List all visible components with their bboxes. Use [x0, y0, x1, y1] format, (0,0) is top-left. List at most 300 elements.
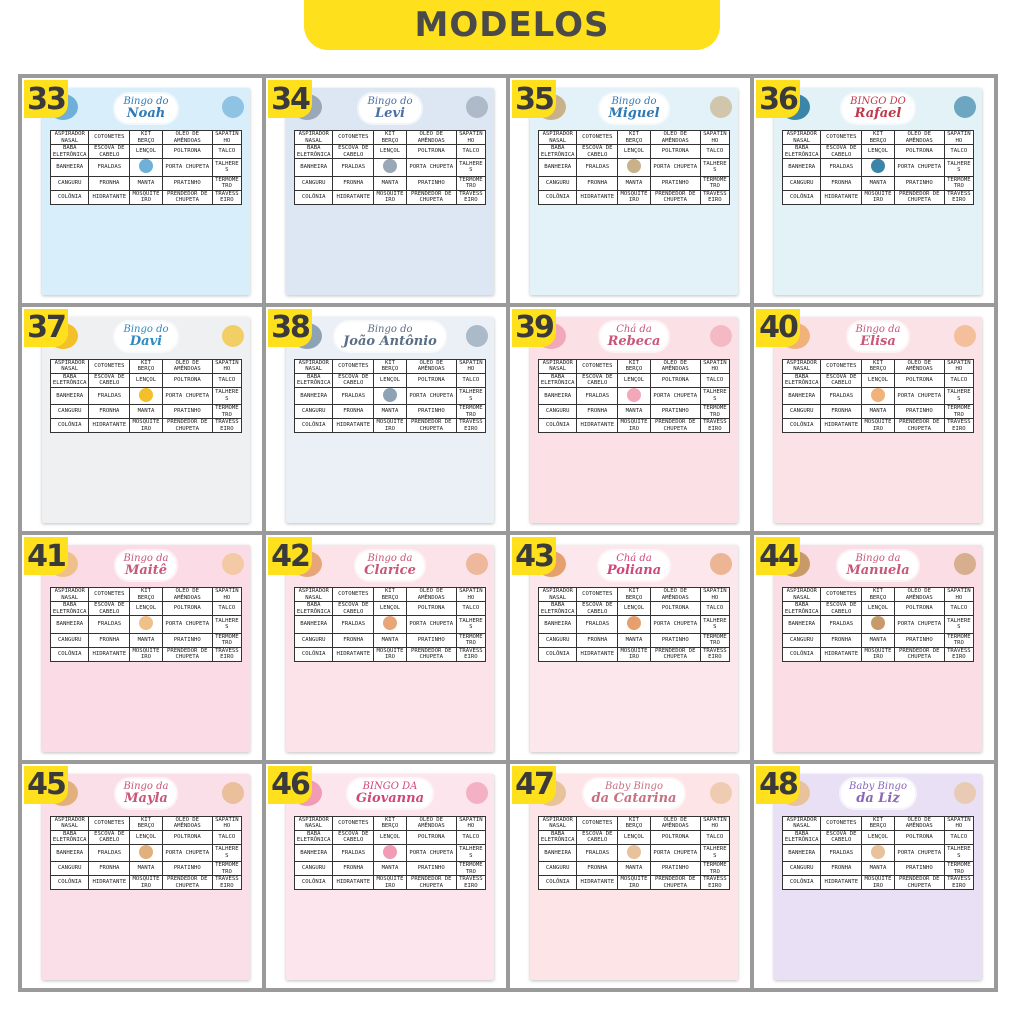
bingo-cell: MANTA: [130, 405, 163, 419]
bingo-row: [51, 145, 242, 159]
bingo-card: [774, 317, 982, 524]
bingo-cell: BABÁ ELETRÔNICA: [295, 373, 333, 387]
bingo-cell: BANHEIRA: [783, 616, 821, 634]
bingo-cell: KIT BERÇO: [862, 816, 895, 830]
bingo-row: [295, 131, 486, 145]
bingo-center-cell: [618, 387, 651, 405]
bingo-cell: MANTA: [618, 176, 651, 190]
card-title-name: da Liz: [856, 791, 900, 806]
bingo-cell: POLTRONA: [406, 373, 456, 387]
model-cell[interactable]: [20, 76, 264, 305]
bingo-cell: CANGURU: [51, 862, 89, 876]
model-cell[interactable]: [752, 305, 996, 534]
bingo-cell: HIDRATANTE: [89, 647, 130, 661]
bingo-cell: SAPATINHO: [944, 588, 973, 602]
bingo-cell: KIT BERÇO: [130, 588, 163, 602]
card-title-name: Manuela: [846, 562, 910, 578]
bingo-cell: TALHERES: [456, 159, 485, 177]
bingo-card: [286, 88, 494, 295]
bingo-row: [295, 159, 486, 177]
card-title-name: da Catarina: [591, 791, 677, 806]
bingo-cell: POLTRONA: [406, 145, 456, 159]
decoration-icon: [710, 553, 732, 575]
bingo-row: [539, 876, 730, 890]
bingo-center-cell: [374, 616, 407, 634]
decoration-icon: [710, 325, 732, 347]
bingo-cell: BABÁ ELETRÔNICA: [539, 830, 577, 844]
bingo-cell: COTONETES: [577, 816, 618, 830]
bingo-cell: BABÁ ELETRÔNICA: [783, 830, 821, 844]
bingo-cell: FRALDAS: [89, 159, 130, 177]
bingo-cell: PRENDEDOR DE CHUPETA: [650, 419, 700, 433]
bingo-cell: FRALDAS: [821, 159, 862, 177]
model-number: 39: [512, 309, 556, 347]
model-cell[interactable]: [20, 762, 264, 991]
bingo-cell: MOSQUITEIRO: [862, 190, 895, 204]
model-cell[interactable]: [508, 533, 752, 762]
bingo-cell: TALHERES: [700, 616, 729, 634]
bingo-cell: FRONHA: [577, 405, 618, 419]
bingo-cell: BABÁ ELETRÔNICA: [783, 602, 821, 616]
bingo-cell: PRENDEDOR DE CHUPETA: [162, 647, 212, 661]
bingo-cell: FRONHA: [821, 862, 862, 876]
bingo-cell: MOSQUITEIRO: [374, 190, 407, 204]
bingo-cell: KIT BERÇO: [130, 816, 163, 830]
bingo-row: [539, 862, 730, 876]
bingo-cell: COLÔNIA: [295, 876, 333, 890]
bingo-cell: PRATINHO: [650, 176, 700, 190]
bingo-row: [539, 190, 730, 204]
bingo-row: [51, 176, 242, 190]
bingo-cell: PORTA CHUPETA: [406, 387, 456, 405]
model-cell[interactable]: [752, 762, 996, 991]
bingo-cell: MANTA: [618, 633, 651, 647]
bingo-center-cell: [130, 844, 163, 862]
bingo-center-cell: [618, 616, 651, 634]
bingo-row: [783, 633, 974, 647]
bingo-row: [539, 373, 730, 387]
bingo-cell: MOSQUITEIRO: [374, 419, 407, 433]
bingo-cell: CANGURU: [539, 176, 577, 190]
bingo-cell: MOSQUITEIRO: [618, 190, 651, 204]
model-cell[interactable]: [264, 533, 508, 762]
bingo-cell: LENÇOL: [130, 145, 163, 159]
bingo-cell: COLÔNIA: [539, 876, 577, 890]
bingo-cell: ASPIRADOR NASAL: [51, 588, 89, 602]
bingo-cell: BABÁ ELETRÔNICA: [539, 602, 577, 616]
bingo-cell: PRENDEDOR DE CHUPETA: [162, 876, 212, 890]
decoration-icon: [710, 782, 732, 804]
bingo-cell: LENÇOL: [862, 830, 895, 844]
card-title-name: Clarice: [364, 562, 416, 578]
bingo-grid: [294, 816, 486, 891]
model-cell[interactable]: [264, 305, 508, 534]
bingo-grid: [294, 130, 486, 205]
bingo-cell: BABÁ ELETRÔNICA: [51, 602, 89, 616]
bingo-center-cell: [130, 159, 163, 177]
bingo-cell: TRAVESSEIRO: [700, 647, 729, 661]
bingo-cell: TALHERES: [944, 844, 973, 862]
bingo-cell: MANTA: [130, 633, 163, 647]
bingo-cell: ASPIRADOR NASAL: [539, 359, 577, 373]
bingo-cell: CANGURU: [539, 405, 577, 419]
bingo-cell: PRATINHO: [406, 633, 456, 647]
bingo-center-cell: [862, 844, 895, 862]
bingo-cell: POLTRONA: [162, 602, 212, 616]
bingo-cell: ASPIRADOR NASAL: [783, 131, 821, 145]
bingo-cell: BANHEIRA: [783, 844, 821, 862]
bingo-cell: KIT BERÇO: [862, 588, 895, 602]
bingo-card: [774, 774, 982, 981]
bingo-cell: TALHERES: [212, 387, 241, 405]
card-title: [335, 322, 445, 351]
bingo-row: [783, 176, 974, 190]
bingo-center-cell: [374, 844, 407, 862]
bingo-cell: COTONETES: [577, 131, 618, 145]
bingo-cell: FRONHA: [89, 176, 130, 190]
bingo-row: [295, 190, 486, 204]
bingo-cell: CANGURU: [539, 862, 577, 876]
bingo-cell: POLTRONA: [894, 830, 944, 844]
bingo-cell: MOSQUITEIRO: [130, 419, 163, 433]
bingo-card: [530, 317, 738, 524]
bingo-cell: CANGURU: [295, 176, 333, 190]
bingo-cell: MOSQUITEIRO: [618, 647, 651, 661]
header-banner: [304, 0, 720, 50]
model-cell[interactable]: [264, 762, 508, 991]
bingo-cell: POLTRONA: [162, 830, 212, 844]
bingo-grid: [50, 130, 242, 205]
bingo-row: [295, 419, 486, 433]
card-title-line1: Bingo do: [611, 95, 657, 107]
bingo-cell: SAPATINHO: [456, 359, 485, 373]
card-title-name: Maitê: [124, 562, 167, 578]
bingo-center-cell: [374, 159, 407, 177]
bingo-cell: PRENDEDOR DE CHUPETA: [162, 190, 212, 204]
bingo-row: [539, 602, 730, 616]
card-title-line1: Bingo da: [855, 324, 901, 335]
bingo-row: [51, 190, 242, 204]
bingo-cell: TALCO: [944, 830, 973, 844]
model-cell[interactable]: [264, 76, 508, 305]
bingo-cell: MANTA: [862, 176, 895, 190]
bingo-cell: KIT BERÇO: [374, 588, 407, 602]
model-cell[interactable]: [508, 305, 752, 534]
bingo-cell: ÓLEO DE AMÊNDOAS: [894, 816, 944, 830]
bingo-cell: LENÇOL: [862, 145, 895, 159]
bingo-cell: TALCO: [212, 830, 241, 844]
bingo-grid: [782, 359, 974, 434]
bingo-cell: FRONHA: [89, 633, 130, 647]
bingo-cell: COLÔNIA: [295, 647, 333, 661]
bingo-cell: POLTRONA: [162, 145, 212, 159]
bingo-cell: FRONHA: [333, 405, 374, 419]
bingo-cell: PORTA CHUPETA: [894, 844, 944, 862]
bingo-cell: PRENDEDOR DE CHUPETA: [894, 419, 944, 433]
card-title: [584, 779, 685, 808]
bingo-cell: MANTA: [374, 862, 407, 876]
bingo-cell: KIT BERÇO: [618, 588, 651, 602]
bingo-cell: KIT BERÇO: [862, 359, 895, 373]
bingo-cell: TRAVESSEIRO: [944, 419, 973, 433]
bingo-cell: TALCO: [212, 373, 241, 387]
card-title-name: João Antônio: [343, 334, 437, 349]
bingo-cell: TALCO: [700, 830, 729, 844]
bingo-cell: SAPATINHO: [944, 131, 973, 145]
bingo-cell: SAPATINHO: [700, 588, 729, 602]
bingo-card: [286, 545, 494, 752]
bingo-cell: CANGURU: [539, 633, 577, 647]
card-title-name: Levi: [375, 105, 405, 121]
bingo-cell: CANGURU: [295, 862, 333, 876]
bingo-cell: TALCO: [700, 602, 729, 616]
bingo-cell: ÓLEO DE AMÊNDOAS: [162, 359, 212, 373]
bingo-cell: TRAVESSEIRO: [212, 419, 241, 433]
bingo-row: [295, 633, 486, 647]
bingo-cell: TRAVESSEIRO: [456, 419, 485, 433]
bingo-grid: [782, 816, 974, 891]
bingo-cell: TALHERES: [700, 159, 729, 177]
bingo-row: [539, 419, 730, 433]
model-number: 40: [756, 309, 800, 347]
card-title-name: Giovanna: [355, 791, 424, 806]
model-cell[interactable]: [20, 533, 264, 762]
bingo-row: [51, 647, 242, 661]
bingo-grid: [294, 359, 486, 434]
bingo-cell: LENÇOL: [862, 373, 895, 387]
bingo-cell: FRALDAS: [577, 844, 618, 862]
bingo-cell: TALHERES: [700, 387, 729, 405]
bingo-row: [539, 647, 730, 661]
bingo-row: [539, 633, 730, 647]
bingo-row: [295, 176, 486, 190]
decoration-icon: [466, 553, 488, 575]
center-picture-icon: [383, 159, 397, 173]
bingo-cell: SAPATINHO: [212, 131, 241, 145]
bingo-cell: PRENDEDOR DE CHUPETA: [406, 876, 456, 890]
bingo-row: [783, 131, 974, 145]
bingo-cell: MOSQUITEIRO: [618, 876, 651, 890]
bingo-cell: SAPATINHO: [700, 359, 729, 373]
bingo-cell: ESCOVA DE CABELO: [577, 830, 618, 844]
bingo-cell: TALCO: [456, 145, 485, 159]
bingo-row: [51, 159, 242, 177]
bingo-cell: COTONETES: [333, 588, 374, 602]
bingo-cell: PORTA CHUPETA: [406, 616, 456, 634]
card-title-name: Miguel: [608, 105, 660, 121]
bingo-cell: MOSQUITEIRO: [618, 419, 651, 433]
card-title: [359, 94, 420, 123]
bingo-cell: TALHERES: [456, 387, 485, 405]
bingo-row: [783, 405, 974, 419]
bingo-row: [783, 145, 974, 159]
model-number: 43: [512, 537, 556, 575]
bingo-card: [530, 88, 738, 295]
bingo-cell: BABÁ ELETRÔNICA: [51, 830, 89, 844]
bingo-cell: MANTA: [374, 405, 407, 419]
card-title: [348, 779, 432, 808]
bingo-cell: BANHEIRA: [539, 387, 577, 405]
bingo-cell: PRATINHO: [406, 862, 456, 876]
bingo-cell: MANTA: [374, 176, 407, 190]
center-picture-icon: [871, 388, 885, 402]
bingo-cell: KIT BERÇO: [130, 359, 163, 373]
model-cell[interactable]: [508, 762, 752, 991]
bingo-cell: ASPIRADOR NASAL: [51, 131, 89, 145]
model-number: 36: [756, 80, 800, 118]
bingo-cell: POLTRONA: [650, 373, 700, 387]
bingo-cell: SAPATINHO: [212, 816, 241, 830]
bingo-card: [530, 774, 738, 981]
bingo-cell: ASPIRADOR NASAL: [51, 359, 89, 373]
bingo-cell: SAPATINHO: [700, 816, 729, 830]
bingo-cell: PRATINHO: [162, 633, 212, 647]
bingo-cell: TRAVESSEIRO: [700, 190, 729, 204]
bingo-cell: BANHEIRA: [539, 616, 577, 634]
bingo-cell: KIT BERÇO: [374, 816, 407, 830]
bingo-cell: SAPATINHO: [456, 131, 485, 145]
bingo-cell: PRATINHO: [406, 176, 456, 190]
bingo-card: [286, 774, 494, 981]
bingo-cell: PORTA CHUPETA: [162, 844, 212, 862]
bingo-cell: TERMÔMETRO: [456, 405, 485, 419]
bingo-cell: TRAVESSEIRO: [456, 190, 485, 204]
bingo-row: [51, 633, 242, 647]
bingo-cell: FRONHA: [577, 633, 618, 647]
decoration-icon: [222, 782, 244, 804]
bingo-row: [539, 387, 730, 405]
bingo-grid: [50, 587, 242, 662]
bingo-row: [51, 419, 242, 433]
bingo-cell: ASPIRADOR NASAL: [295, 816, 333, 830]
bingo-cell: COLÔNIA: [783, 419, 821, 433]
bingo-cell: TALHERES: [212, 844, 241, 862]
bingo-cell: TRAVESSEIRO: [212, 190, 241, 204]
bingo-cell: SAPATINHO: [456, 588, 485, 602]
bingo-cell: HIDRATANTE: [333, 419, 374, 433]
model-cell[interactable]: [752, 76, 996, 305]
bingo-cell: POLTRONA: [162, 373, 212, 387]
bingo-row: [783, 159, 974, 177]
bingo-cell: ÓLEO DE AMÊNDOAS: [406, 588, 456, 602]
bingo-cell: LENÇOL: [374, 602, 407, 616]
bingo-cell: MOSQUITEIRO: [862, 419, 895, 433]
bingo-row: [539, 359, 730, 373]
card-title-name: Rebeca: [607, 334, 661, 349]
bingo-cell: CANGURU: [783, 862, 821, 876]
bingo-cell: FRALDAS: [333, 616, 374, 634]
bingo-row: [783, 419, 974, 433]
decoration-icon: [466, 325, 488, 347]
bingo-cell: COTONETES: [821, 131, 862, 145]
bingo-cell: TALHERES: [456, 616, 485, 634]
bingo-cell: ÓLEO DE AMÊNDOAS: [162, 131, 212, 145]
bingo-row: [783, 190, 974, 204]
bingo-cell: MANTA: [862, 633, 895, 647]
bingo-cell: COLÔNIA: [539, 647, 577, 661]
bingo-cell: PRATINHO: [406, 405, 456, 419]
card-title-line1: Bingo do: [123, 324, 169, 335]
bingo-cell: KIT BERÇO: [862, 131, 895, 145]
bingo-cell: COLÔNIA: [539, 419, 577, 433]
model-cell[interactable]: [752, 533, 996, 762]
bingo-cell: COLÔNIA: [51, 647, 89, 661]
bingo-grid: [50, 359, 242, 434]
bingo-cell: ESCOVA DE CABELO: [821, 830, 862, 844]
card-title-line1: Baby Bingo: [605, 781, 663, 792]
bingo-cell: CANGURU: [295, 405, 333, 419]
bingo-cell: COTONETES: [89, 588, 130, 602]
model-number: 35: [512, 80, 556, 118]
bingo-cell: BABÁ ELETRÔNICA: [783, 145, 821, 159]
bingo-center-cell: [374, 387, 407, 405]
model-cell[interactable]: [508, 76, 752, 305]
bingo-cell: TALHERES: [944, 616, 973, 634]
bingo-cell: TALCO: [212, 602, 241, 616]
bingo-cell: MANTA: [862, 862, 895, 876]
bingo-cell: PORTA CHUPETA: [406, 844, 456, 862]
card-title-line1: Bingo do: [367, 95, 413, 107]
bingo-cell: LENÇOL: [618, 145, 651, 159]
bingo-cell: CANGURU: [783, 633, 821, 647]
bingo-row: [295, 387, 486, 405]
bingo-cell: MANTA: [862, 405, 895, 419]
bingo-cell: BANHEIRA: [783, 387, 821, 405]
bingo-cell: TRAVESSEIRO: [456, 876, 485, 890]
bingo-cell: MOSQUITEIRO: [130, 190, 163, 204]
bingo-cell: PRATINHO: [894, 405, 944, 419]
bingo-cell: TALCO: [456, 373, 485, 387]
model-number: 33: [24, 80, 68, 118]
bingo-row: [295, 405, 486, 419]
bingo-cell: FRALDAS: [821, 387, 862, 405]
bingo-row: [539, 830, 730, 844]
bingo-cell: TERMÔMETRO: [212, 176, 241, 190]
bingo-cell: PRATINHO: [650, 633, 700, 647]
bingo-cell: BANHEIRA: [51, 159, 89, 177]
bingo-cell: ÓLEO DE AMÊNDOAS: [650, 816, 700, 830]
card-title: [838, 551, 917, 580]
bingo-row: [783, 862, 974, 876]
bingo-cell: COTONETES: [577, 588, 618, 602]
bingo-cell: POLTRONA: [650, 145, 700, 159]
bingo-cell: SAPATINHO: [944, 359, 973, 373]
bingo-row: [783, 647, 974, 661]
bingo-cell: HIDRATANTE: [577, 419, 618, 433]
bingo-cell: ÓLEO DE AMÊNDOAS: [650, 588, 700, 602]
bingo-cell: MANTA: [618, 862, 651, 876]
bingo-cell: TRAVESSEIRO: [212, 647, 241, 661]
bingo-cell: COTONETES: [89, 359, 130, 373]
bingo-cell: COLÔNIA: [51, 190, 89, 204]
model-number: 37: [24, 309, 68, 347]
bingo-cell: BABÁ ELETRÔNICA: [51, 145, 89, 159]
bingo-cell: TRAVESSEIRO: [944, 190, 973, 204]
bingo-cell: FRALDAS: [333, 844, 374, 862]
model-cell[interactable]: [20, 305, 264, 534]
bingo-row: [51, 588, 242, 602]
bingo-cell: FRONHA: [577, 176, 618, 190]
bingo-card: [42, 317, 250, 524]
bingo-cell: TRAVESSEIRO: [700, 876, 729, 890]
bingo-cell: TALCO: [456, 602, 485, 616]
bingo-row: [295, 862, 486, 876]
bingo-cell: HIDRATANTE: [89, 876, 130, 890]
bingo-cell: COLÔNIA: [51, 876, 89, 890]
card-title-line1: Chá da: [616, 552, 652, 564]
bingo-row: [783, 359, 974, 373]
bingo-cell: POLTRONA: [650, 830, 700, 844]
